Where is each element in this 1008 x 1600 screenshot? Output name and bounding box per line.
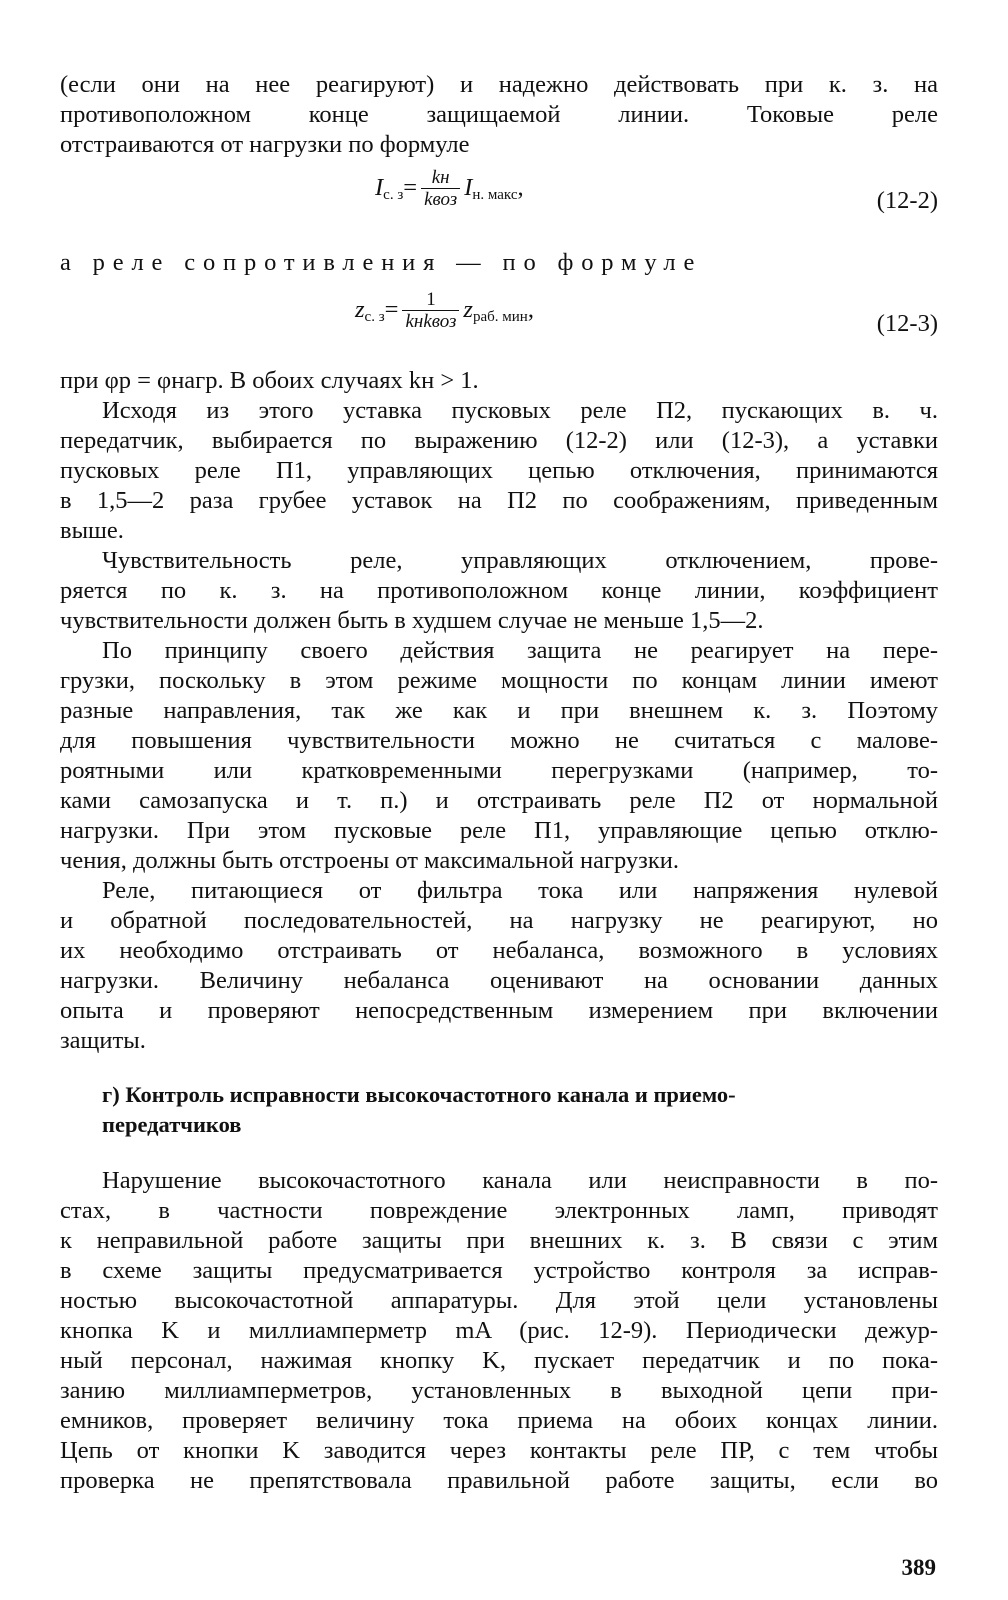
section-heading-line: передатчиков [102,1112,242,1137]
eq2-tail: , [527,296,534,324]
text-line: занию миллиамперметров, установленных в выходной цепи при- [60,1377,938,1404]
text-line: противоположном конце защищаемой линии. Токовые реле [60,101,938,128]
text-line: грузки, поскольку в этом режиме мощности по концам линии имеют [60,667,938,694]
text-line: и обратной последовательностей, на нагрузку не реагируют, но [60,907,938,934]
text-line: защиты. [60,1027,146,1054]
eq1-lhs-sub: с. з [383,187,404,204]
text-line: Исходя из этого уставка пусковых реле П2, пускающих в. ч. [102,397,938,424]
text-line: ками самозапуска и т. п.) и отстраивать реле П2 от нормальной [60,787,938,814]
eq1-rhs-sub: н. макс [472,187,518,204]
eq2-lhs: z [355,296,365,324]
eq2-numerator: 1 [426,289,436,310]
eq2-fraction [402,290,459,333]
text-line: нагрузки. При этом пусковые реле П1, управляющие цепью отклю- [60,817,938,844]
text-line: для повышения чувствительности можно не считаться с малове- [60,727,938,754]
text-line: Цепь от кнопки K заводится через контакты реле ПР, с тем чтобы [60,1437,938,1464]
text-line: разные направления, так же как и при внешнем к. з. Поэтому [60,697,938,724]
text-line: их необходимо отстраивать от небаланса, возможного в условиях [60,937,938,964]
text-line: ный персонал, нажимая кнопку K, пускает передатчик и по пока- [60,1347,938,1374]
equation-12-2 [375,168,524,211]
text-line: Нарушение высокочастотного канала или неисправности в по- [102,1167,938,1194]
text-line: ностью высокочастотной аппаратуры. Для этой цели установлены [60,1287,938,1314]
text-line: отстраиваются от нагрузки по формуле [60,131,470,158]
eq2-rhs: z [463,296,473,324]
eq2-lhs-sub: с. з [364,309,385,326]
text-line: (если они на нее реагируют) и надежно действовать при к. з. на [60,71,938,98]
text-line: По принципу своего действия защита не реагирует на пере- [102,637,938,664]
eq1-equals: = [403,174,418,202]
text-line: передатчик, выбирается по выражению (12-2) или (12-3), а уставки [60,427,938,454]
eq2-rhs-sub: раб. мин [472,309,528,326]
eq1-denominator: kвоз [421,188,460,211]
eq2-equals: = [384,296,399,324]
text-line: чувствительности должен быть в худшем случае не меньше 1,5—2. [60,607,764,634]
equation-number-12-3: (12-3) [876,310,938,337]
equation-12-3 [355,290,534,333]
text-line: Реле, питающиеся от фильтра тока или напряжения нулевой [102,877,938,904]
text-line: нагрузки. Величину небаланса оценивают на основании данных [60,967,938,994]
text-line: емников, проверяет величину тока приема на обоих концах линии. [60,1407,938,1434]
text-line: а реле сопротивления — по формуле [60,249,703,276]
eq1-lhs: I [375,174,384,202]
page-number: 389 [901,1555,936,1580]
text-line: роятными или кратковременными перегрузками (например, то- [60,757,938,784]
text-line: стах, в частности повреждение электронных ламп, приводят [60,1197,938,1224]
eq1-numerator: kн [431,167,450,188]
text-line: при φр = φнагр. В обоих случаях kн > 1. [60,367,479,394]
text-line: к неправильной работе защиты при внешних к. з. В связи с этим [60,1227,938,1254]
text-line: Чувствительность реле, управляющих отключением, прове- [102,547,938,574]
text-line: в 1,5—2 раза грубее уставок на П2 по соображениям, приведенным [60,487,938,514]
eq1-tail: , [517,174,524,202]
text-line: ряется по к. з. на противоположном конце линии, коэффициент [60,577,938,604]
section-heading-line: г) Контроль исправности высокочастотного канала и приемо- [102,1082,736,1107]
eq1-rhs: I [464,174,473,202]
equation-number-12-2: (12-2) [876,187,938,214]
text-line: пусковых реле П1, управляющих цепью отключения, принимаются [60,457,938,484]
text-line: проверка не препятствовала правильной работе защиты, если во [60,1467,938,1494]
text-line: кнопка K и миллиамперметр mA (рис. 12-9). Периодически дежур- [60,1317,938,1344]
text-line: чения, должны быть отстроены от максимальной нагрузки. [60,847,679,874]
eq2-denominator: kнkвоз [402,310,459,333]
text-line: опыта и проверяют непосредственным измерением при включении [60,997,938,1024]
text-line: в схеме защиты предусматривается устройство контроля за исправ- [60,1257,938,1284]
eq1-fraction [421,168,460,211]
text-line: выше. [60,517,124,544]
